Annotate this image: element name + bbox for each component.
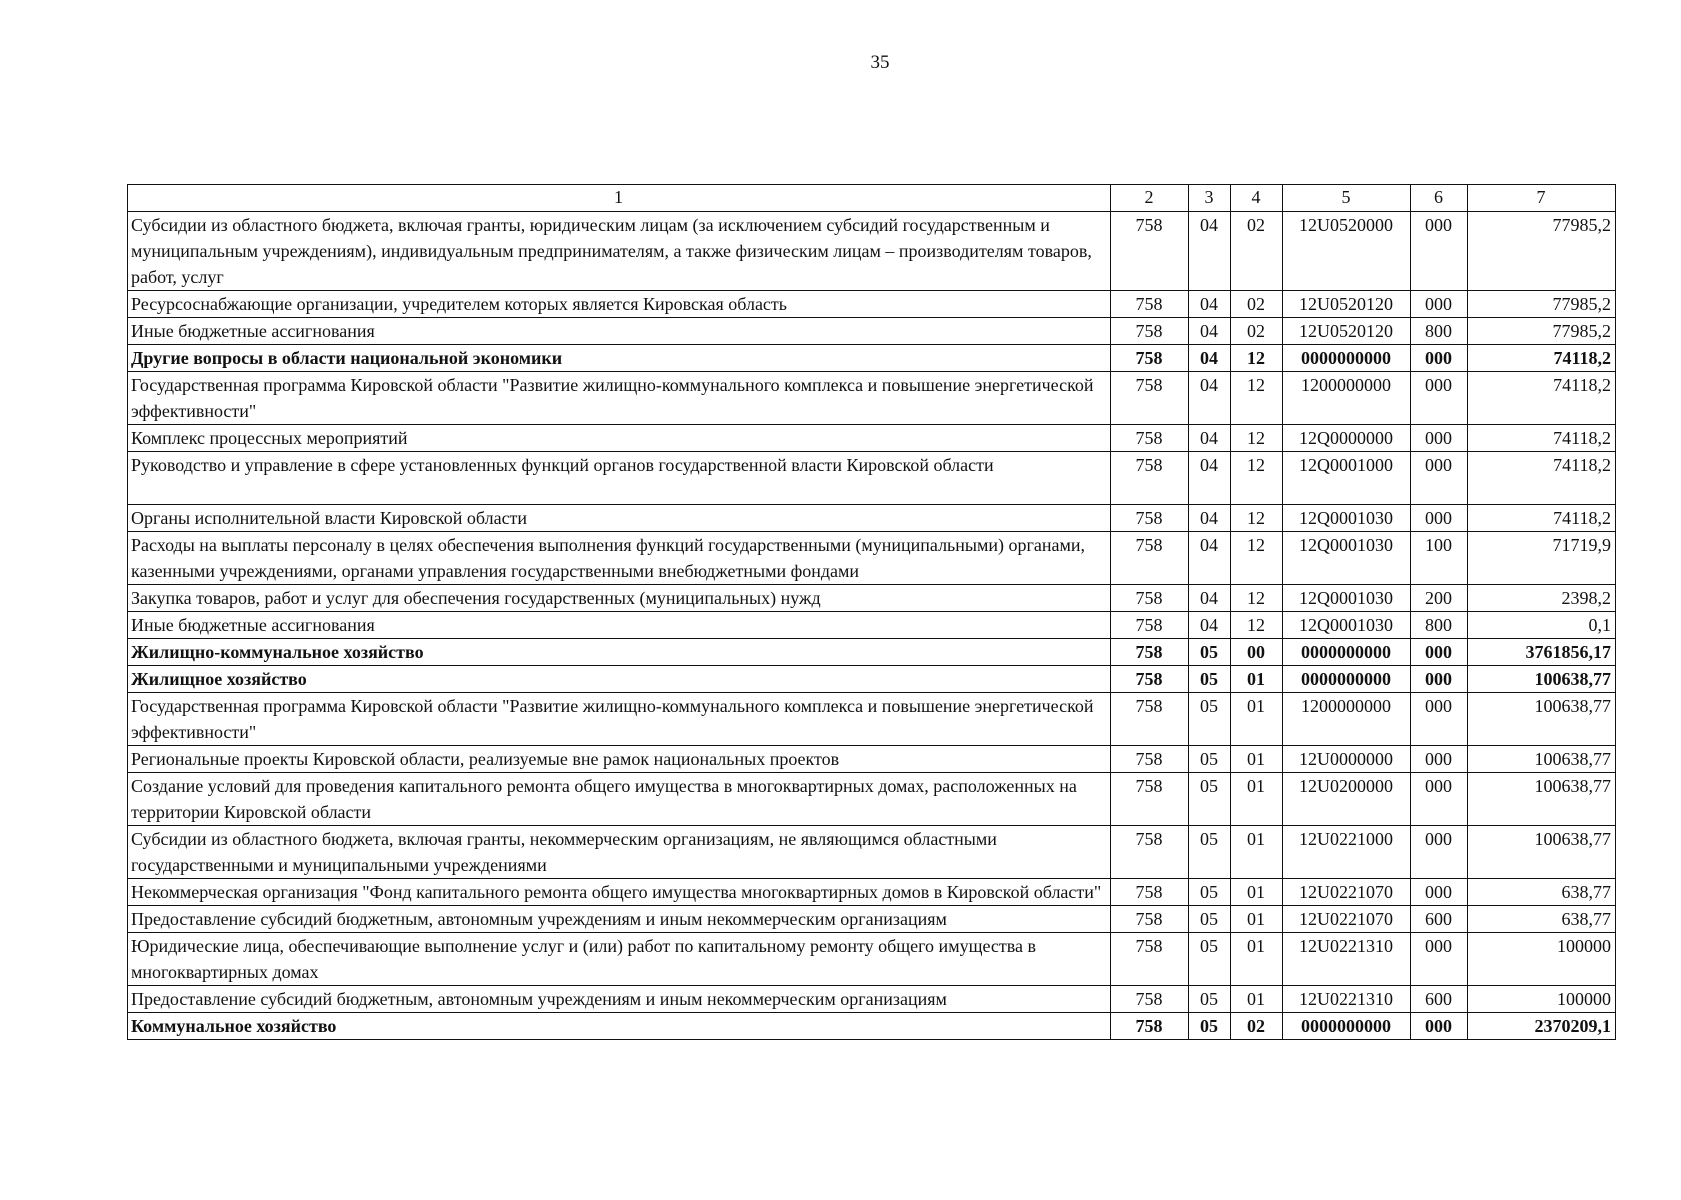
table-row — [128, 639, 1616, 666]
cell-admin-code: 758 — [1111, 933, 1189, 986]
cell-section: 04 — [1189, 425, 1231, 452]
cell-amount: 638,77 — [1468, 906, 1616, 933]
cell-amount: 74118,2 — [1468, 505, 1616, 532]
table-row — [128, 612, 1616, 639]
cell-amount: 100000 — [1468, 986, 1616, 1013]
cell-admin-code: 758 — [1111, 318, 1189, 345]
cell-subsection: 02 — [1231, 1013, 1283, 1040]
table-row — [128, 372, 1616, 425]
cell-expense-type: 000 — [1411, 826, 1468, 879]
cell-section: 04 — [1189, 345, 1231, 372]
cell-expense-type: 800 — [1411, 318, 1468, 345]
cell-admin-code: 758 — [1111, 826, 1189, 879]
cell-target-article: 12U0221310 — [1283, 986, 1411, 1013]
cell-section: 04 — [1189, 452, 1231, 505]
table-row — [128, 986, 1616, 1013]
cell-subsection: 12 — [1231, 372, 1283, 425]
table-row — [128, 425, 1616, 452]
table-row — [128, 693, 1616, 746]
cell-amount: 3761856,17 — [1468, 639, 1616, 666]
cell-expense-type: 000 — [1411, 933, 1468, 986]
cell-subsection: 02 — [1231, 291, 1283, 318]
cell-name: Расходы на выплаты персоналу в целях обеспечения выполнения функций государственными (муниципальными) органами, казенными учреждениями, органами управления государственными внебюджетными фондами — [128, 532, 1111, 585]
cell-section: 05 — [1189, 666, 1231, 693]
cell-name: Комплекс процессных мероприятий — [128, 425, 1111, 452]
cell-amount: 74118,2 — [1468, 372, 1616, 425]
cell-admin-code: 758 — [1111, 693, 1189, 746]
cell-section: 04 — [1189, 212, 1231, 291]
cell-expense-type: 000 — [1411, 1013, 1468, 1040]
cell-amount: 74118,2 — [1468, 425, 1616, 452]
cell-amount: 77985,2 — [1468, 212, 1616, 291]
cell-expense-type: 000 — [1411, 345, 1468, 372]
cell-subsection: 01 — [1231, 986, 1283, 1013]
cell-expense-type: 100 — [1411, 532, 1468, 585]
table-row — [128, 666, 1616, 693]
table-row — [128, 879, 1616, 906]
cell-expense-type: 000 — [1411, 425, 1468, 452]
cell-amount: 638,77 — [1468, 879, 1616, 906]
cell-name: Предоставление субсидий бюджетным, автономным учреждениям и иным некоммерческим организациям — [128, 986, 1111, 1013]
cell-target-article: 0000000000 — [1283, 666, 1411, 693]
cell-expense-type: 000 — [1411, 505, 1468, 532]
cell-amount: 2370209,1 — [1468, 1013, 1616, 1040]
cell-section: 05 — [1189, 826, 1231, 879]
cell-subsection: 12 — [1231, 345, 1283, 372]
cell-admin-code: 758 — [1111, 1013, 1189, 1040]
cell-subsection: 12 — [1231, 532, 1283, 585]
cell-target-article: 12U0221310 — [1283, 933, 1411, 986]
cell-amount: 2398,2 — [1468, 585, 1616, 612]
cell-target-article: 1200000000 — [1283, 693, 1411, 746]
cell-subsection: 01 — [1231, 666, 1283, 693]
cell-section: 05 — [1189, 933, 1231, 986]
cell-amount: 100638,77 — [1468, 666, 1616, 693]
cell-expense-type: 000 — [1411, 639, 1468, 666]
cell-subsection: 01 — [1231, 773, 1283, 826]
header-row — [128, 185, 1616, 212]
table-row — [128, 345, 1616, 372]
cell-subsection: 01 — [1231, 746, 1283, 773]
table-row — [128, 826, 1616, 879]
cell-target-article: 12U0200000 — [1283, 773, 1411, 826]
cell-expense-type: 000 — [1411, 212, 1468, 291]
cell-subsection: 01 — [1231, 879, 1283, 906]
cell-target-article: 1200000000 — [1283, 372, 1411, 425]
cell-amount: 100638,77 — [1468, 693, 1616, 746]
cell-admin-code: 758 — [1111, 532, 1189, 585]
cell-expense-type: 800 — [1411, 612, 1468, 639]
cell-amount: 74118,2 — [1468, 452, 1616, 505]
cell-section: 05 — [1189, 986, 1231, 1013]
cell-expense-type: 000 — [1411, 746, 1468, 773]
cell-target-article: 12Q0001030 — [1283, 612, 1411, 639]
cell-amount: 74118,2 — [1468, 345, 1616, 372]
cell-amount: 77985,2 — [1468, 318, 1616, 345]
column-header: 3 — [1189, 185, 1231, 212]
cell-expense-type: 000 — [1411, 879, 1468, 906]
cell-subsection: 12 — [1231, 452, 1283, 505]
cell-admin-code: 758 — [1111, 585, 1189, 612]
cell-target-article: 0000000000 — [1283, 345, 1411, 372]
page-number: 35 — [870, 52, 890, 73]
cell-name: Юридические лица, обеспечивающие выполнение услуг и (или) работ по капитальному ремонту общего имущества в многоквартирных домах — [128, 933, 1111, 986]
column-header: 1 — [128, 185, 1111, 212]
cell-section: 05 — [1189, 693, 1231, 746]
cell-expense-type: 000 — [1411, 693, 1468, 746]
cell-section: 04 — [1189, 612, 1231, 639]
column-header: 6 — [1411, 185, 1468, 212]
cell-admin-code: 758 — [1111, 639, 1189, 666]
cell-target-article: 12Q0000000 — [1283, 425, 1411, 452]
cell-expense-type: 600 — [1411, 906, 1468, 933]
table-row — [128, 212, 1616, 291]
cell-amount: 71719,9 — [1468, 532, 1616, 585]
cell-target-article: 12Q0001000 — [1283, 452, 1411, 505]
cell-section: 04 — [1189, 318, 1231, 345]
cell-admin-code: 758 — [1111, 986, 1189, 1013]
cell-name: Другие вопросы в области национальной экономики — [128, 345, 1111, 372]
cell-target-article: 0000000000 — [1283, 1013, 1411, 1040]
cell-section: 04 — [1189, 505, 1231, 532]
cell-name: Иные бюджетные ассигнования — [128, 612, 1111, 639]
column-header: 4 — [1231, 185, 1283, 212]
cell-section: 04 — [1189, 291, 1231, 318]
cell-amount: 77985,2 — [1468, 291, 1616, 318]
cell-admin-code: 758 — [1111, 906, 1189, 933]
cell-expense-type: 000 — [1411, 372, 1468, 425]
cell-admin-code: 758 — [1111, 452, 1189, 505]
cell-section: 04 — [1189, 585, 1231, 612]
table-row — [128, 1013, 1616, 1040]
table-row — [128, 906, 1616, 933]
cell-name: Субсидии из областного бюджета, включая гранты, юридическим лицам (за исключением субсидий государственным и муниципальным учреждениям), индивидуальным предпринимателям, а также физическим лицам – производителям товаров, работ, услуг — [128, 212, 1111, 291]
cell-section: 04 — [1189, 372, 1231, 425]
cell-name: Государственная программа Кировской области "Развитие жилищно-коммунального комплекса и повышение энергетической эффективности" — [128, 693, 1111, 746]
cell-admin-code: 758 — [1111, 291, 1189, 318]
cell-target-article: 12U0221070 — [1283, 879, 1411, 906]
cell-section: 04 — [1189, 532, 1231, 585]
cell-target-article: 12Q0001030 — [1283, 505, 1411, 532]
cell-section: 05 — [1189, 906, 1231, 933]
cell-admin-code: 758 — [1111, 612, 1189, 639]
cell-name: Руководство и управление в сфере установленных функций органов государственной власти Кировской области — [128, 452, 1111, 505]
cell-name: Создание условий для проведения капитального ремонта общего имущества в многоквартирных домах, расположенных на территории Кировской области — [128, 773, 1111, 826]
budget-table — [127, 184, 1616, 1040]
table-row — [128, 773, 1616, 826]
cell-subsection: 12 — [1231, 585, 1283, 612]
cell-expense-type: 000 — [1411, 773, 1468, 826]
table-row — [128, 291, 1616, 318]
cell-admin-code: 758 — [1111, 505, 1189, 532]
cell-name: Ресурсоснабжающие организации, учредителем которых является Кировская область — [128, 291, 1111, 318]
cell-amount: 100638,77 — [1468, 773, 1616, 826]
cell-target-article: 12U0520120 — [1283, 291, 1411, 318]
cell-admin-code: 758 — [1111, 746, 1189, 773]
table-row — [128, 505, 1616, 532]
cell-section: 05 — [1189, 879, 1231, 906]
cell-amount: 100638,77 — [1468, 746, 1616, 773]
cell-target-article: 12U0221000 — [1283, 826, 1411, 879]
cell-expense-type: 200 — [1411, 585, 1468, 612]
cell-subsection: 01 — [1231, 826, 1283, 879]
cell-expense-type: 000 — [1411, 666, 1468, 693]
cell-target-article: 12U0221070 — [1283, 906, 1411, 933]
cell-amount: 0,1 — [1468, 612, 1616, 639]
cell-section: 05 — [1189, 773, 1231, 826]
cell-admin-code: 758 — [1111, 666, 1189, 693]
cell-amount: 100000 — [1468, 933, 1616, 986]
cell-admin-code: 758 — [1111, 425, 1189, 452]
cell-name: Субсидии из областного бюджета, включая гранты, некоммерческим организациям, не являющимся областными государственными и муниципальными учреждениями — [128, 826, 1111, 879]
column-header: 7 — [1468, 185, 1616, 212]
cell-subsection: 02 — [1231, 318, 1283, 345]
cell-name: Предоставление субсидий бюджетным, автономным учреждениям и иным некоммерческим организациям — [128, 906, 1111, 933]
table-row — [128, 933, 1616, 986]
table-row — [128, 532, 1616, 585]
cell-name: Государственная программа Кировской области "Развитие жилищно-коммунального комплекса и повышение энергетической эффективности" — [128, 372, 1111, 425]
cell-name: Коммунальное хозяйство — [128, 1013, 1111, 1040]
cell-target-article: 12Q0001030 — [1283, 532, 1411, 585]
cell-section: 05 — [1189, 746, 1231, 773]
cell-amount: 100638,77 — [1468, 826, 1616, 879]
cell-subsection: 12 — [1231, 425, 1283, 452]
cell-expense-type: 000 — [1411, 291, 1468, 318]
cell-subsection: 01 — [1231, 693, 1283, 746]
cell-name: Жилищное хозяйство — [128, 666, 1111, 693]
cell-subsection: 00 — [1231, 639, 1283, 666]
cell-expense-type: 600 — [1411, 986, 1468, 1013]
table-body — [128, 212, 1616, 1040]
cell-subsection: 02 — [1231, 212, 1283, 291]
cell-subsection: 01 — [1231, 906, 1283, 933]
cell-admin-code: 758 — [1111, 879, 1189, 906]
cell-admin-code: 758 — [1111, 372, 1189, 425]
cell-admin-code: 758 — [1111, 212, 1189, 291]
cell-subsection: 01 — [1231, 933, 1283, 986]
cell-name: Закупка товаров, работ и услуг для обеспечения государственных (муниципальных) нужд — [128, 585, 1111, 612]
table-row — [128, 452, 1616, 505]
cell-section: 05 — [1189, 639, 1231, 666]
cell-subsection: 12 — [1231, 505, 1283, 532]
table-row — [128, 585, 1616, 612]
cell-target-article: 12U0000000 — [1283, 746, 1411, 773]
cell-target-article: 0000000000 — [1283, 639, 1411, 666]
cell-section: 05 — [1189, 1013, 1231, 1040]
column-header: 5 — [1283, 185, 1411, 212]
cell-admin-code: 758 — [1111, 773, 1189, 826]
table-row — [128, 746, 1616, 773]
cell-name: Региональные проекты Кировской области, реализуемые вне рамок национальных проектов — [128, 746, 1111, 773]
cell-target-article: 12U0520000 — [1283, 212, 1411, 291]
cell-name: Некоммерческая организация "Фонд капитального ремонта общего имущества многоквартирных домов в Кировской области" — [128, 879, 1111, 906]
cell-target-article: 12U0520120 — [1283, 318, 1411, 345]
cell-name: Органы исполнительной власти Кировской области — [128, 505, 1111, 532]
cell-subsection: 12 — [1231, 612, 1283, 639]
cell-target-article: 12Q0001030 — [1283, 585, 1411, 612]
cell-expense-type: 000 — [1411, 452, 1468, 505]
table-row — [128, 318, 1616, 345]
cell-name: Жилищно-коммунальное хозяйство — [128, 639, 1111, 666]
cell-name: Иные бюджетные ассигнования — [128, 318, 1111, 345]
column-header: 2 — [1111, 185, 1189, 212]
cell-admin-code: 758 — [1111, 345, 1189, 372]
